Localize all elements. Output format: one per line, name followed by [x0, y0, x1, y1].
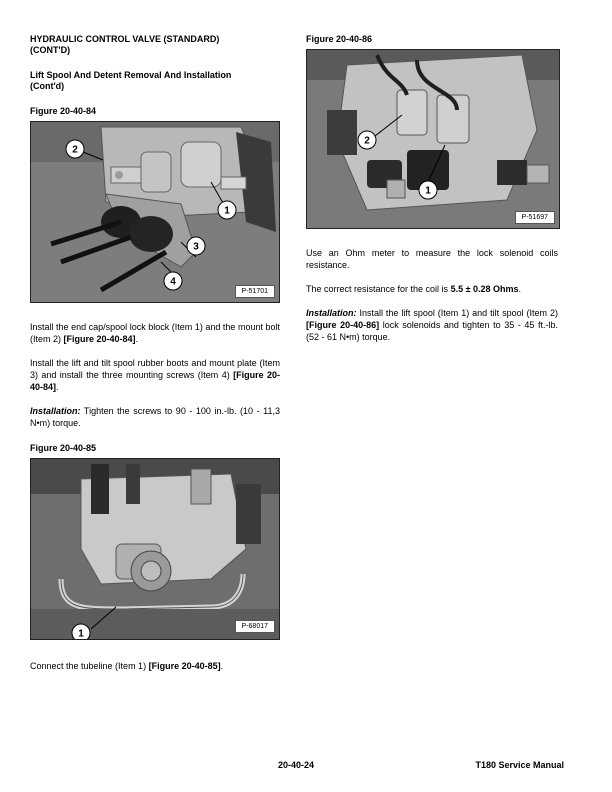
figure-85-callout-1-label: 1	[78, 628, 84, 639]
paragraph-installation-solenoids-text-2: lock solenoids and tighten to 35 - 45 ft.-lb. (52 - 61 N•m) torque.	[306, 320, 558, 342]
figure-84-photo	[31, 122, 279, 302]
installation-label: Installation:	[30, 406, 81, 416]
figure-84-callout-1	[218, 201, 236, 219]
figure-ref-85: [Figure 20-40-85]	[148, 661, 221, 671]
figure-84-callout-1-label: 1	[224, 205, 230, 217]
figure-ref-84-b: [Figure 20-40-84]	[30, 370, 280, 392]
figure-86-photo	[307, 50, 559, 228]
period: .	[220, 661, 224, 671]
figure-86-callout-2	[358, 131, 376, 149]
figure-85-title: Figure 20-40-85	[30, 443, 97, 453]
figure-84	[30, 121, 280, 303]
figure-85-photo	[31, 459, 279, 639]
manual-name: T180 Service Manual	[475, 760, 564, 770]
figure-85	[30, 458, 280, 640]
paragraph-connect-tubeline	[30, 660, 280, 672]
sub-title-line1: Lift Spool And Detent Removal And Installation	[30, 70, 232, 80]
resistance-value: 5.5 ± 0.28 Ohms	[450, 284, 519, 294]
installation-label: Installation:	[306, 308, 357, 318]
paragraph-installation-solenoids-text: Install the lift spool (Item 1) and tilt spool (Item 2)	[356, 308, 558, 318]
paragraph-install-end-cap-text: Install the end cap/spool lock block (Item 1) and the mount bolt (Item 2)	[30, 322, 280, 344]
figure-86-code: P-51697	[515, 211, 555, 224]
paragraph-install-end-cap	[30, 321, 280, 345]
figure-84-callout-2-label: 2	[72, 144, 78, 156]
paragraph-correct-resistance-text: The correct resistance for the coil is	[306, 284, 451, 294]
figure-86-callout-1-label: 1	[425, 185, 431, 197]
figure-86-callout-2-label: 2	[364, 135, 370, 147]
right-column	[306, 34, 558, 343]
sub-title	[30, 70, 280, 92]
paragraph-ohm-meter: Use an Ohm meter to measure the lock solenoid coils resistance.	[306, 248, 558, 270]
paragraph-connect-tubeline-text: Connect the tubeline (Item 1)	[30, 661, 149, 671]
period: .	[518, 284, 522, 294]
left-column	[30, 34, 280, 672]
paragraph-installation-solenoids	[306, 307, 558, 343]
figure-ref-86: [Figure 20-40-86]	[306, 320, 380, 330]
figure-85-callout-1	[72, 624, 90, 639]
paragraph-install-boots	[30, 357, 280, 393]
figure-84-callout-2	[66, 140, 84, 158]
figure-84-callout-4-label: 4	[170, 276, 176, 288]
figure-84-title: Figure 20-40-84	[30, 106, 97, 116]
section-title	[30, 34, 280, 56]
paragraph-installation-torque	[30, 405, 280, 429]
sub-title-line2: (Cont'd)	[30, 81, 65, 91]
figure-86	[306, 49, 560, 229]
figure-84-code: P-51701	[235, 285, 275, 298]
paragraph-correct-resistance	[306, 283, 558, 295]
period: .	[56, 382, 59, 392]
figure-84-callout-3	[187, 237, 205, 255]
figure-84-callout-3-label: 3	[193, 241, 199, 253]
figure-85-code: P-68017	[235, 620, 275, 633]
period: .	[135, 334, 139, 344]
section-title-line1: HYDRAULIC CONTROL VALVE (STANDARD)	[30, 34, 220, 44]
figure-86-title: Figure 20-40-86	[306, 34, 373, 44]
figure-ref-84-a: [Figure 20-40-84]	[63, 334, 136, 344]
page-number: 20-40-24	[278, 760, 315, 770]
paragraph-installation-torque-text: Tighten the screws to 90 - 100 in.-lb. (10 - 11,3 N•m) torque.	[30, 406, 280, 428]
figure-84-callout-4	[164, 272, 182, 290]
figure-86-callout-1	[419, 181, 437, 199]
section-title-line2: (CONT'D)	[30, 45, 71, 55]
paragraph-install-boots-text: Install the lift and tilt spool rubber boots and mount plate (Item 3) and install the three mounting screws (Item 4)	[30, 358, 280, 380]
